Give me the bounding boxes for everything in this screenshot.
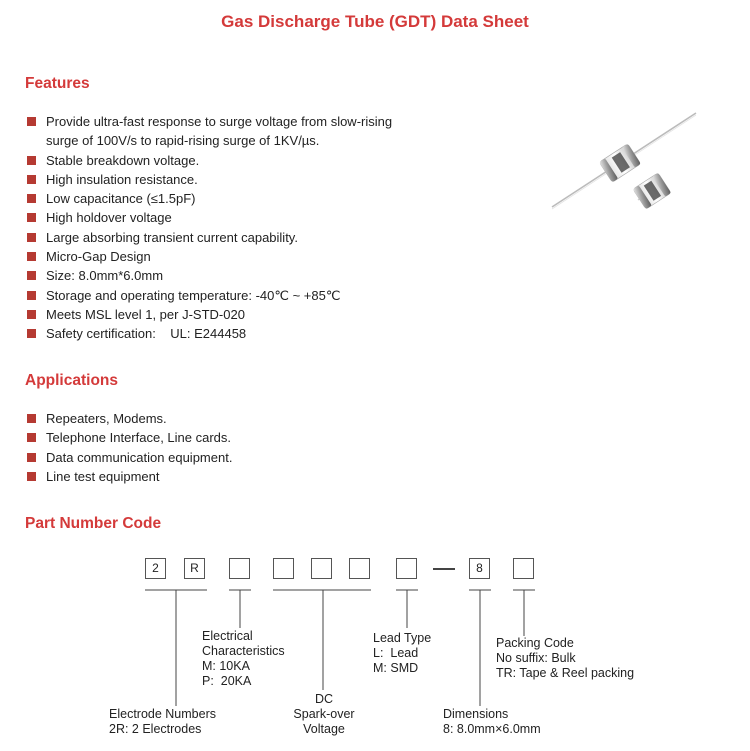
list-item: Line test equipment: [27, 467, 232, 486]
list-item: High holdover voltage: [27, 208, 392, 227]
list-item: Repeaters, Modems.: [27, 409, 232, 428]
pn-box-8: 8: [469, 558, 490, 579]
page-title: Gas Discharge Tube (GDT) Data Sheet: [221, 12, 529, 31]
list-item: High insulation resistance.: [27, 170, 392, 189]
list-item: Low capacitance (≤1.5pF): [27, 189, 392, 208]
pn-label-electrical: Electrical Characteristics M: 10KA P: 20KA: [202, 629, 285, 688]
list-item: Large absorbing transient current capability.: [27, 228, 392, 247]
pn-label-dc-voltage: DC Spark-over Voltage: [293, 692, 355, 736]
list-item: Provide ultra-fast response to surge voltage from slow-rising surge of 100V/s to rapid-rising surge of 1KV/µs.: [27, 112, 392, 151]
pn-label-packing-code: Packing Code No suffix: Bulk TR: Tape & Reel packing: [496, 636, 635, 680]
part-number-heading: Part Number Code: [25, 515, 162, 532]
pn-label-lead-type: Lead Type L: Lead M: SMD: [373, 631, 432, 675]
list-item: Size: 8.0mm*6.0mm: [27, 266, 392, 285]
pn-label-dimensions: Dimensions 8: 8.0mm×6.0mm: [443, 707, 541, 736]
pn-box-2: R: [184, 558, 205, 579]
list-item: Telephone Interface, Line cards.: [27, 428, 232, 447]
list-item: Stable breakdown voltage.: [27, 151, 392, 170]
list-item: Storage and operating temperature: -40℃ ~ +85℃: [27, 286, 392, 305]
pn-label-electrode-numbers: Electrode Numbers 2R: 2 Electrodes: [109, 707, 216, 736]
pn-box-1: 2: [145, 558, 166, 579]
list-item: Data communication equipment.: [27, 448, 232, 467]
list-item: Meets MSL level 1, per J-STD-020: [27, 305, 392, 324]
list-item: Safety certification: UL: E244458: [27, 324, 392, 343]
features-heading: Features: [25, 75, 90, 92]
applications-heading: Applications: [25, 372, 119, 389]
list-item: Micro-Gap Design: [27, 247, 392, 266]
